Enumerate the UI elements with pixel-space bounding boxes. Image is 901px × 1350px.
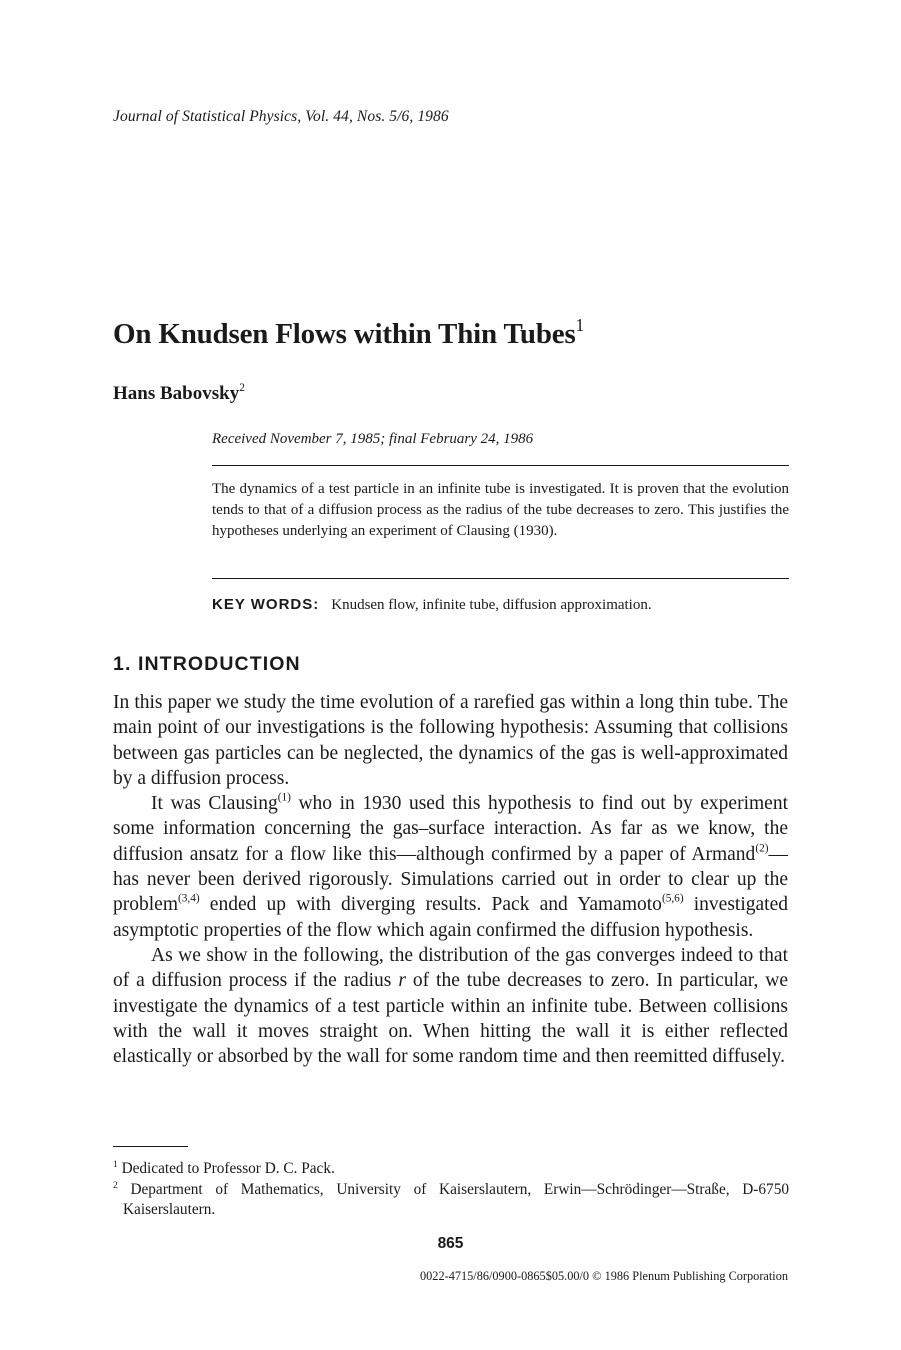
keywords-list: Knudsen flow, infinite tube, diffusion approximation. [331, 597, 652, 613]
citation-ref: (2) [755, 842, 769, 855]
author-name [113, 383, 245, 405]
author-footnote-mark: 2 [239, 382, 245, 395]
paper-title [113, 314, 585, 351]
footnote-rule [113, 1146, 188, 1147]
footnote-text: Department of Mathematics, University of Kaiserslautern, Erwin—Schrödinger—Straße, D-6750 Kaiserslautern. [123, 1180, 789, 1218]
page-number: 865 [437, 1235, 464, 1252]
author-name-text: Hans Babovsky [113, 383, 240, 404]
paragraph-3-text-2: of the tube decreases to zero. In particular, we investigate the dynamics of a test particle within an infinite tube. Between collisions with the wall it moves straight on. When hitting the wall it is either reflected elastically or absorbed by the wall for some random time and then reemitted diffusely. [113, 970, 789, 1068]
footnote-1 [113, 1159, 789, 1180]
abstract-top-rule [212, 465, 789, 466]
footnote-mark: 1 [113, 1159, 118, 1170]
paragraph-1: In this paper we study the time evolution of a rarefied gas within a long thin tube. The main point of our investigations is the following hypothesis: Assuming that collisions between gas particles can be neglected, the dynamics of the gas is well-approximated by a diffusion process. [113, 692, 788, 789]
paragraph-3 [113, 943, 788, 1069]
footnote-text: Dedicated to Professor D. C. Pack. [121, 1160, 335, 1177]
section-heading: 1. INTRODUCTION [113, 653, 301, 675]
citation-ref: (5,6) [661, 892, 684, 905]
abstract-bottom-rule [212, 578, 789, 579]
keywords [212, 596, 652, 614]
paper-title-text: On Knudsen Flows within Thin Tubes [113, 318, 576, 350]
paragraph-3-text-1: As we show in the following, the distribution of the gas converges indeed to that of a diffusion process if the radius [113, 944, 788, 992]
paragraph-2-text-2: who in 1930 used this hypothesis to find out by experiment some information concerning the gas–surface interaction. As far as we know, the diffusion ansatz for a flow like this—although confirmed by a paper of Armand [113, 793, 788, 865]
journal-citation: Journal of Statistical Physics, Vol. 44, Nos. 5/6, 1986 [113, 108, 449, 125]
copyright-line: 0022-4715/86/0900-0865$05.00/0 © 1986 Plenum Publishing Corporation [420, 1269, 788, 1283]
footnotes [113, 1159, 789, 1221]
title-footnote-mark: 1 [575, 314, 585, 335]
section-body [113, 690, 788, 1069]
citation-ref: (3,4) [177, 892, 200, 905]
paragraph-2-text-4: ended up with diverging results. Pack and Yamamoto [199, 894, 662, 916]
paragraph-2 [113, 791, 788, 943]
footnote-2 [113, 1180, 789, 1221]
paragraph-2-text-1: It was Clausing [151, 793, 278, 815]
abstract: The dynamics of a test particle in an infinite tube is investigated. It is proven that the evolution tends to that of a diffusion process as the radius of the tube decreases to zero. This justifies the hypotheses underlying an experiment of Clausing (1930). [212, 481, 789, 539]
radius-variable: r [398, 970, 406, 992]
keywords-label: KEY WORDS: [212, 596, 320, 613]
received-dates: Received November 7, 1985; final February 24, 1986 [212, 431, 534, 447]
citation-ref: (1) [277, 791, 291, 804]
paragraph-2-text-5: investigated asymptotic properties of the flow which again confirmed the diffusion hypothesis. [113, 894, 788, 941]
paragraph-2-text-3: —has never been derived rigorously. Simulations carried out in order to clear up the problem [113, 843, 788, 916]
footnote-mark: 2 [113, 1180, 118, 1191]
